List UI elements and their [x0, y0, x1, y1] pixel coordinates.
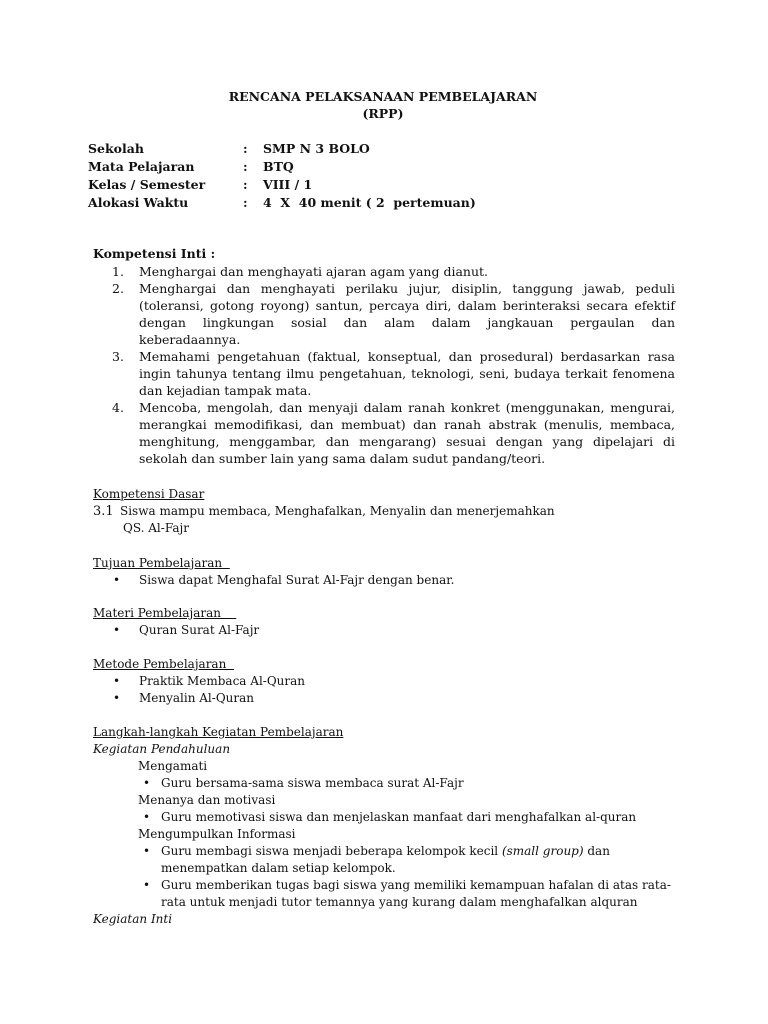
info-row-kelas-semester — [88, 176, 476, 194]
info-row-alokasi-waktu — [88, 194, 476, 212]
info-colon: : — [243, 195, 248, 210]
kompetensi-inti-section — [93, 245, 675, 467]
kegiatan-pendahuluan-heading: Kegiatan Pendahuluan — [93, 742, 231, 756]
list-item — [93, 809, 675, 826]
list-item — [93, 622, 675, 639]
list-item — [93, 263, 675, 280]
info-value: VIII / 1 — [263, 177, 313, 192]
list-text: Siswa dapat Menghafal Surat Al-Fajr dengan benar. — [139, 573, 455, 587]
title-line-1: RENCANA PELAKSANAAN PEMBELAJARAN — [228, 89, 538, 104]
tujuan-heading: Tujuan Pembelajaran — [93, 556, 230, 570]
bullet-icon: • — [143, 776, 151, 790]
identity-table — [88, 140, 476, 212]
info-colon: : — [243, 177, 248, 192]
title-line-2: (RPP) — [362, 106, 404, 121]
list-text-italic: (small group) — [501, 844, 584, 858]
list-item — [93, 280, 675, 348]
list-item — [93, 877, 675, 911]
info-row-sekolah — [88, 140, 476, 158]
kegiatan-inti-heading: Kegiatan Inti — [93, 912, 173, 926]
info-value: BTQ — [263, 159, 294, 174]
metode-heading: Metode Pembelajaran — [93, 657, 234, 671]
info-colon: : — [243, 159, 248, 174]
list-number: 3. — [112, 349, 124, 364]
info-value: 4 X 40 menit ( 2 pertemuan) — [263, 195, 476, 210]
mengamati-heading: Mengamati — [138, 759, 208, 773]
list-text-part: Guru membagi siswa menjadi beberapa kelompok kecil — [161, 844, 502, 858]
bullet-icon: • — [143, 844, 151, 858]
list-item — [93, 775, 675, 792]
kd-text: Siswa mampu membaca, Menghafalkan, Menyalin dan menerjemahkan — [120, 504, 555, 518]
list-number: 1. — [112, 264, 124, 279]
bullet-icon: • — [143, 810, 151, 824]
kompetensi-dasar-item — [93, 503, 675, 520]
document-title — [90, 88, 676, 122]
kompetensi-inti-heading: Kompetensi Inti : — [93, 246, 216, 261]
mengumpulkan-heading: Mengumpulkan Informasi — [138, 827, 296, 841]
kompetensi-dasar-section — [93, 486, 675, 537]
list-text-part: dan — [583, 844, 610, 858]
list-text: Guru bersama-sama siswa membaca surat Al-Fajr — [161, 776, 464, 790]
kd-number: 3.1 — [93, 504, 114, 519]
list-text — [161, 877, 675, 911]
list-text: Mencoba, mengolah, dan menyaji dalam ranah konkret (menggunakan, mengurai, merangkai memodifikasi, dan membuat) dan ranah abstrak (menulis, membaca, menghitung, menggambar, dan mengarang) sesuai dengan yang dipelajari di sekolah dan sumber lain yang sama dalam sudut pandang/teori. — [139, 400, 675, 466]
langkah-heading: Langkah-langkah Kegiatan Pembelajaran — [93, 725, 344, 739]
menanya-heading: Menanya dan motivasi — [138, 793, 276, 807]
langkah-section — [93, 724, 675, 928]
list-item — [93, 399, 675, 467]
list-number: 2. — [112, 281, 124, 296]
list-text: Memahami pengetahuan (faktual, konseptual, dan prosedural) berdasarkan rasa ingin tahunya tentang ilmu pengetahuan, teknologi, seni, budaya terkait fenomena dan kejadian tampak mata. — [139, 349, 675, 398]
list-number: 4. — [112, 400, 124, 415]
info-row-mata-pelajaran — [88, 158, 476, 176]
list-text-part: Guru memberikan tugas bagi siswa yang memiliki kemampuan hafalan di atas rata- — [161, 878, 671, 892]
materi-heading: Materi Pembelajaran — [93, 606, 237, 620]
bullet-icon: • — [113, 674, 121, 688]
info-label: Sekolah — [88, 141, 144, 156]
info-colon: : — [243, 141, 248, 156]
info-label: Kelas / Semester — [88, 177, 206, 192]
bullet-icon: • — [113, 573, 121, 587]
metode-section — [93, 656, 675, 707]
list-text: Quran Surat Al-Fajr — [139, 623, 260, 637]
info-value: SMP N 3 BOLO — [263, 141, 370, 156]
info-label: Mata Pelajaran — [88, 159, 195, 174]
tujuan-section — [93, 555, 675, 589]
list-item — [93, 673, 675, 690]
list-text: Praktik Membaca Al-Quran — [139, 674, 306, 688]
list-text-part: menempatkan dalam setiap kelompok. — [161, 861, 396, 875]
list-item — [93, 690, 675, 707]
list-text-part: rata untuk menjadi tutor temannya yang kurang dalam menghafalkan alquran — [161, 895, 638, 909]
materi-section — [93, 605, 675, 639]
bullet-icon: • — [113, 623, 121, 637]
bullet-icon: • — [143, 878, 151, 892]
bullet-icon: • — [113, 691, 121, 705]
kompetensi-inti-list — [93, 263, 675, 467]
list-text: Menghargai dan menghayati perilaku jujur, disiplin, tanggung jawab, peduli (toleransi, gotong royong) santun, percaya diri, dalam berinteraksi secara efektif dengan lingkungan sosial dan alam dalam jangkauan pergaulan dan keberadaannya. — [139, 281, 675, 347]
list-text: Menyalin Al-Quran — [139, 691, 255, 705]
list-item — [93, 348, 675, 399]
info-label: Alokasi Waktu — [88, 195, 189, 210]
kd-text-continuation: QS. Al-Fajr — [123, 521, 189, 535]
list-text: Guru memotivasi siswa dan menjelaskan manfaat dari menghafalkan al-quran — [161, 810, 637, 824]
list-text: Menghargai dan menghayati ajaran agam yang dianut. — [139, 264, 488, 279]
kompetensi-dasar-heading: Kompetensi Dasar — [93, 487, 205, 501]
list-text — [161, 843, 675, 877]
list-item — [93, 843, 675, 877]
list-item — [93, 572, 675, 589]
